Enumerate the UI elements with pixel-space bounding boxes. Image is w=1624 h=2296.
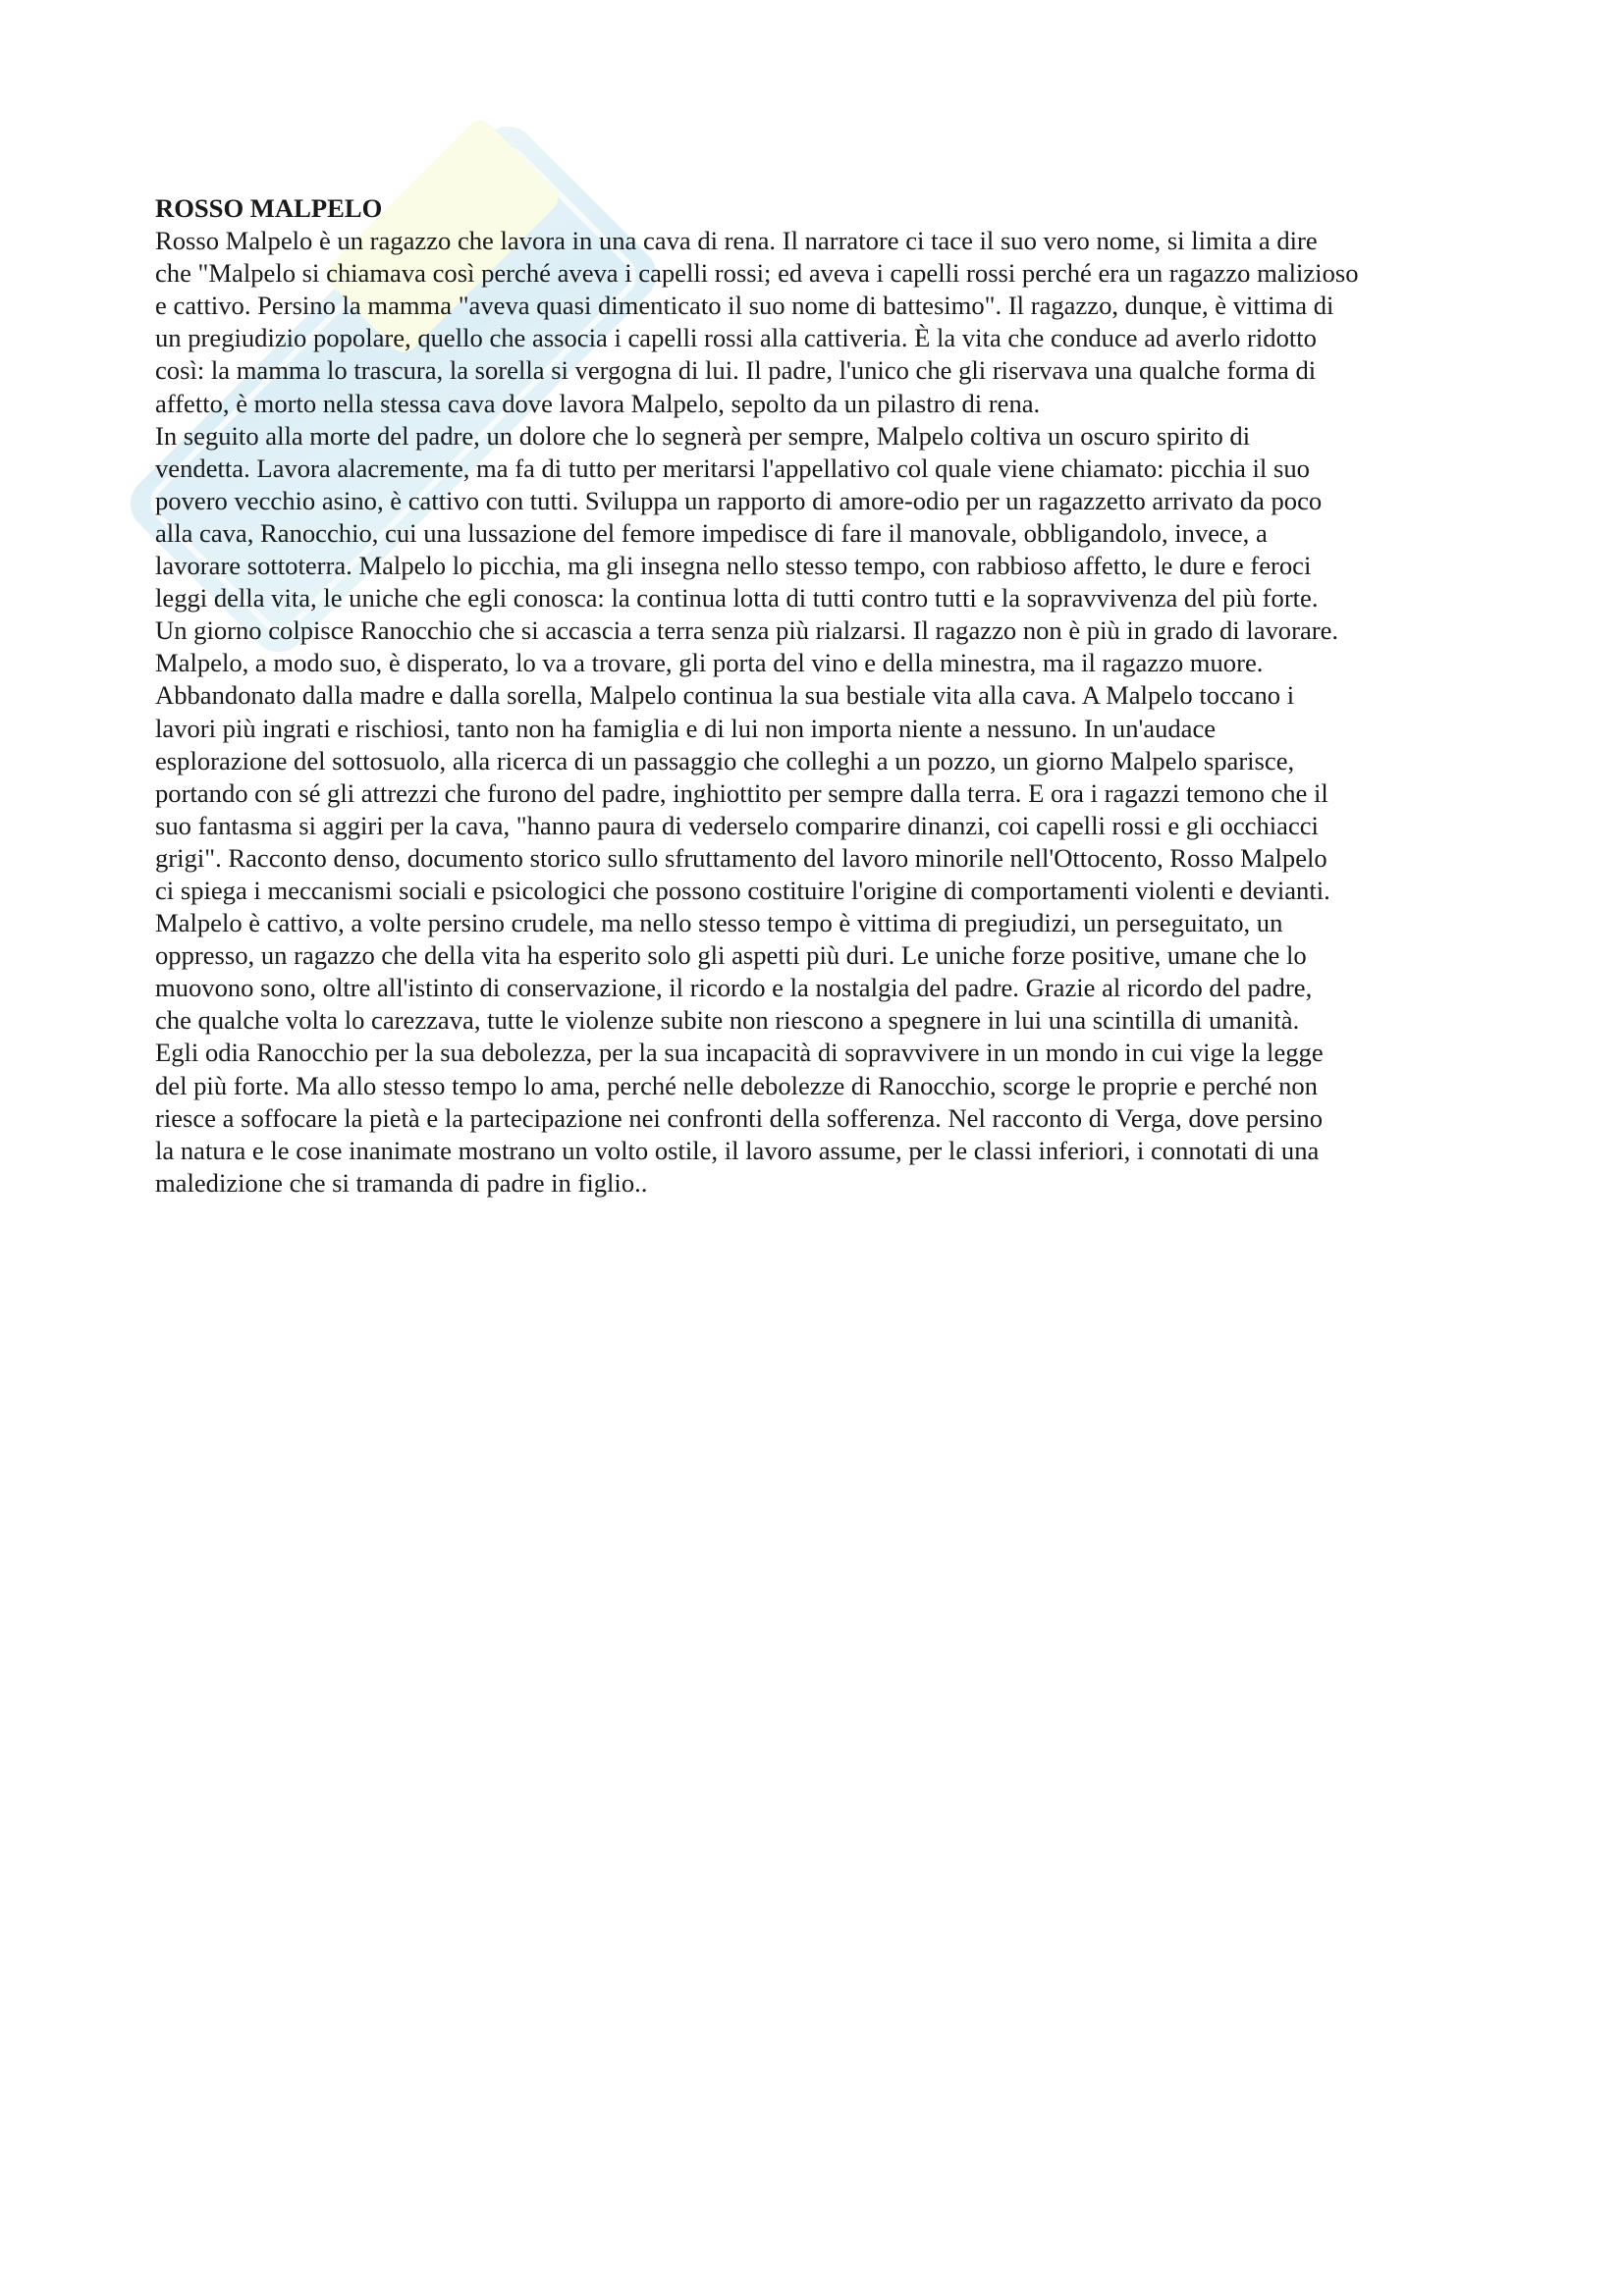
text-line: Malpelo, a modo suo, è disperato, lo va a trovare, gli porta del vino e della minestra, ma il ragazzo muore. [155, 648, 1264, 678]
text-line: portando con sé gli attrezzi che furono del padre, inghiottito per sempre dalla terra. E ora i ragazzi temono che il [155, 777, 1328, 808]
text-line: grigi". Racconto denso, documento storico sullo sfruttamento del lavoro minorile nell'Ottocento, Rosso Malpelo [155, 842, 1327, 873]
text-line: lavorare sottoterra. Malpelo lo picchia, ma gli insegna nello stesso tempo, con rabbioso affetto, le dure e feroci [155, 551, 1312, 581]
text-line: maledizione che si tramanda di padre in figlio.. [155, 1167, 648, 1198]
text-line: lavori più ingrati e rischiosi, tanto non ha famiglia e di lui non importa niente a nessuno. In un'audace [155, 713, 1217, 743]
text-line: affetto, è morto nella stessa cava dove lavora Malpelo, sepolto da un pilastro di rena. [155, 388, 1041, 418]
text-line: ci spiega i meccanismi sociali e psicologici che possono costituire l'origine di comportamenti violenti e devianti. [155, 875, 1330, 905]
text-line: Egli odia Ranocchio per la sua debolezza, per la sua incapacità di sopravvivere in un mondo in cui vige la legge [155, 1038, 1324, 1068]
text-line: la natura e le cose inanimate mostrano un volto ostile, il lavoro assume, per le classi inferiori, i connotati di una [155, 1135, 1320, 1165]
text-line: muovono sono, oltre all'istinto di conservazione, il ricordo e la nostalgia del padre. Grazie al ricordo del padre, [155, 973, 1313, 1003]
text-line: Un giorno colpisce Ranocchio che si accascia a terra senza più rialzarsi. Il ragazzo non è più in grado di lavorare. [155, 615, 1339, 646]
text-line: e cattivo. Persino la mamma "aveva quasi dimenticato il suo nome di battesimo". Il ragazzo, dunque, è vittima di [155, 291, 1334, 321]
text-line: esplorazione del sottosuolo, alla ricerca di un passaggio che colleghi a un pozzo, un giorno Malpelo sparisce, [155, 745, 1295, 775]
text-line: che qualche volta lo carezzava, tutte le violenze subite non riescono a spegnere in lui una scintilla di umanità. [155, 1005, 1300, 1036]
text-line: Abbandonato dalla madre e dalla sorella, Malpelo continua la sua bestiale vita alla cava. A Malpelo toccano i [155, 680, 1295, 711]
text-line: leggi della vita, le uniche che egli conosca: la continua lotta di tutti contro tutti e la sopravvivenza del più forte. [155, 583, 1319, 614]
text-line: Rosso Malpelo è un ragazzo che lavora in una cava di rena. Il narratore ci tace il suo vero nome, si limita a dire [155, 226, 1318, 256]
text-line: oppresso, un ragazzo che della vita ha esperito solo gli aspetti più duri. Le uniche forze positive, umane che lo [155, 940, 1307, 971]
text-line: vendetta. Lavora alacremente, ma fa di tutto per meritarsi l'appellativo col quale viene chiamato: picchia il suo [155, 453, 1310, 483]
text-line: del più forte. Ma allo stesso tempo lo ama, perché nelle debolezze di Ranocchio, scorge le proprie e perché non [155, 1070, 1318, 1100]
text-line: alla cava, Ranocchio, cui una lussazione del femore impedisce di fare il manovale, obbligandolo, invece, a [155, 517, 1268, 548]
text-line: riesce a soffocare la pietà e la partecipazione nei confronti della sofferenza. Nel racconto di Verga, dove persino [155, 1102, 1324, 1133]
text-line: che "Malpelo si chiamava così perché aveva i capelli rossi; ed aveva i capelli rossi perché era un ragazzo malizioso [155, 258, 1359, 289]
text-line: Malpelo è cattivo, a volte persino crudele, ma nello stesso tempo è vittima di pregiudizi, un perseguitato, un [155, 908, 1283, 938]
text-line: un pregiudizio popolare, quello che associa i capelli rossi alla cattiveria. È la vita che conduce ad averlo ridotto [155, 323, 1317, 353]
text-line: così: la mamma lo trascura, la sorella si vergogna di lui. Il padre, l'unico che gli riservava una qualche forma di [155, 355, 1317, 386]
text-line: suo fantasma si aggiri per la cava, "hanno paura di vederselo comparire dinanzi, coi capelli rossi e gli occhiacci [155, 810, 1319, 840]
document-title: ROSSO MALPELO [155, 193, 383, 223]
document-body [155, 192, 1490, 1200]
text-line: In seguito alla morte del padre, un dolore che lo segnerà per sempre, Malpelo coltiva un oscuro spirito di [155, 420, 1251, 451]
text-line: povero vecchio asino, è cattivo con tutti. Sviluppa un rapporto di amore-odio per un ragazzetto arrivato da poco [155, 485, 1323, 515]
